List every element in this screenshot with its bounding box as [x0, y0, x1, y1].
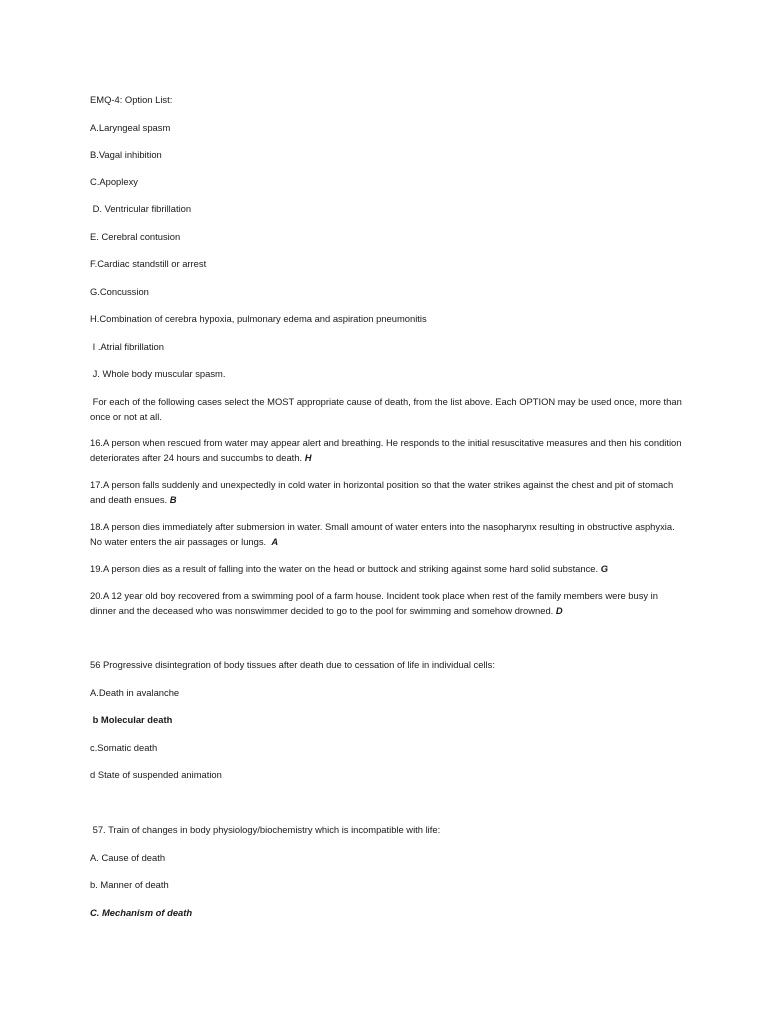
question-57-option-a: A. Cause of death: [90, 852, 166, 863]
question-57-option-c: C. Mechanism of death: [90, 907, 193, 918]
option-a: A.Laryngeal spasm: [90, 122, 171, 133]
option-g: G.Concussion: [90, 286, 149, 297]
question-17-answer: B: [169, 494, 177, 505]
option-h: H.Combination of cerebra hypoxia, pulmonary edema and aspiration pneumonitis: [90, 313, 427, 324]
question-56-option-a: A.Death in avalanche: [90, 687, 180, 698]
question-19-line-1: [90, 561, 690, 576]
question-17-line-1: 17.A person falls suddenly and unexpectedly in cold water in horizontal position so that the water strikes against the chest and pit of stomach: [90, 479, 674, 490]
question-19-text: 19.A person dies as a result of falling into the water on the head or buttock and striking against some hard solid substance.: [90, 563, 601, 574]
question-57-option-b: b. Manner of death: [90, 879, 169, 890]
question-20-answer: D: [555, 605, 563, 616]
option-b: B.Vagal inhibition: [90, 149, 162, 160]
question-16-answer: H: [304, 452, 312, 463]
question-18-line-2: [90, 534, 690, 549]
question-57-stem: 57. Train of changes in body physiology/biochemistry which is incompatible with life:: [90, 824, 441, 835]
option-j: J. Whole body muscular spasm.: [90, 368, 226, 379]
option-e: E. Cerebral contusion: [90, 231, 181, 242]
question-56-option-c: c.Somatic death: [90, 742, 158, 753]
option-d: D. Ventricular fibrillation: [90, 203, 192, 214]
question-19-answer: G: [600, 563, 609, 574]
emq-title: EMQ-4: Option List:: [90, 94, 173, 105]
question-20-line-1: 20.A 12 year old boy recovered from a swimming pool of a farm house. Incident took place when rest of the family members were busy in: [90, 590, 658, 601]
question-16-line-2: [90, 450, 690, 465]
option-i: I .Atrial fibrillation: [90, 341, 164, 352]
option-c: C.Apoplexy: [90, 176, 138, 187]
question-20-text: dinner and the deceased who was nonswimmer decided to go to the pool for swimming and somehow drowned.: [90, 605, 556, 616]
question-18-text: No water enters the air passages or lungs.: [90, 536, 272, 547]
question-18-line-1: 18.A person dies immediately after submersion in water. Small amount of water enters into the nasopharynx resulting in obstructive asphyxia.: [90, 521, 675, 532]
question-16-text: deteriorates after 24 hours and succumbs to death.: [90, 452, 305, 463]
question-56-stem: 56 Progressive disintegration of body tissues after death due to cessation of life in individual cells:: [90, 659, 495, 670]
question-56-option-d: d State of suspended animation: [90, 769, 222, 780]
question-56-option-b: b Molecular death: [90, 714, 173, 725]
instructions-line-1: For each of the following cases select the MOST appropriate cause of death, from the list above. Each OPTION may be used once, more than: [90, 396, 682, 407]
question-17-text: and death ensues.: [90, 494, 170, 505]
question-16-line-1: 16.A person when rescued from water may appear alert and breathing. He responds to the initial resuscitative measures and then his condition: [90, 437, 682, 448]
question-20-line-2: [90, 603, 690, 618]
option-f: F.Cardiac standstill or arrest: [90, 258, 207, 269]
question-17-line-2: [90, 492, 690, 507]
question-18-answer: A: [271, 536, 279, 547]
instructions-line-2: once or not at all.: [90, 411, 162, 422]
